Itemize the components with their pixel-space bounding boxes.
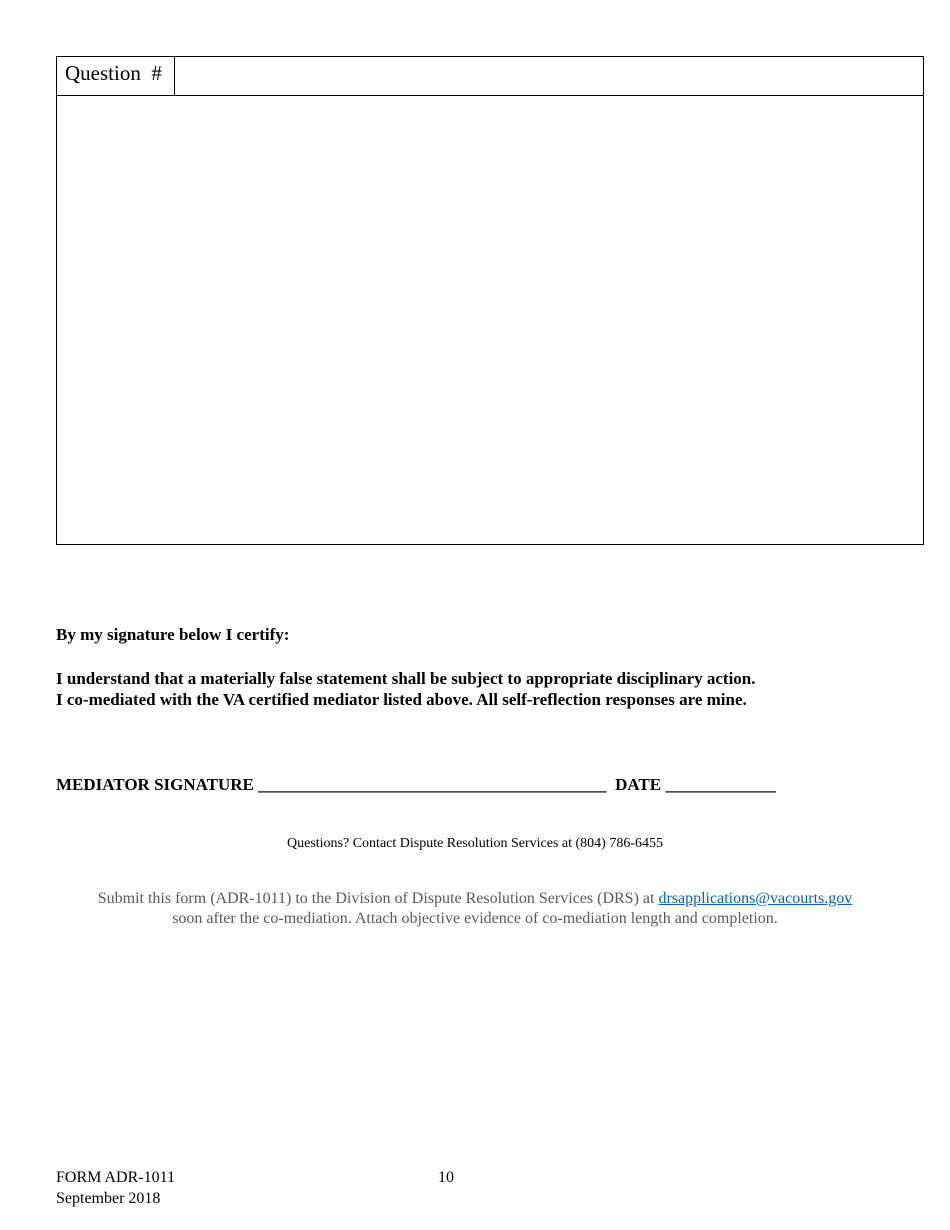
- question-number-field[interactable]: [175, 57, 923, 95]
- footer-form-id: FORM ADR-1011: [56, 1169, 175, 1186]
- question-number-label: Question #: [57, 57, 175, 95]
- certify-heading: By my signature below I certify:: [56, 625, 290, 644]
- page-number: 10: [438, 1169, 454, 1186]
- question-response-field[interactable]: [57, 96, 923, 544]
- contact-info: Questions? Contact Dispute Resolution Services at (804) 786-6455: [287, 836, 663, 851]
- certify-statement-co-mediated: I co-mediated with the VA certified mediator listed above. All self-reflection responses are mine.: [56, 690, 747, 709]
- drs-email-link[interactable]: drsapplications@vacourts.gov: [658, 890, 853, 907]
- question-table: [56, 56, 924, 545]
- submit-instructions: [0, 889, 950, 929]
- date-label: DATE: [615, 775, 662, 794]
- mediator-signature-field[interactable]: _________________________________________: [258, 775, 607, 794]
- signature-line: [56, 775, 776, 795]
- mediator-signature-label: MEDIATOR SIGNATURE: [56, 775, 254, 794]
- footer-form-date: September 2018: [56, 1190, 161, 1207]
- certify-statement-false-statement: I understand that a materially false statement shall be subject to appropriate disciplinary action.: [56, 669, 756, 688]
- submit-text-after: soon after the co-mediation. Attach objective evidence of co-mediation length and completion.: [172, 910, 778, 927]
- question-table-header: [57, 57, 923, 96]
- submit-text-before: Submit this form (ADR-1011) to the Division of Dispute Resolution Services (DRS) at: [97, 890, 659, 907]
- date-field[interactable]: _____________: [665, 775, 776, 794]
